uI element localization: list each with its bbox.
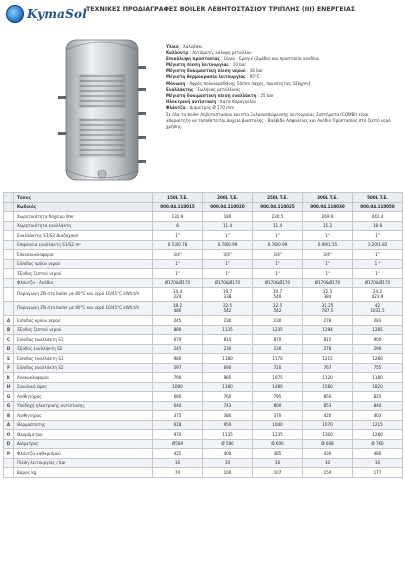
spec-max-temperature: Μέγιστη θερμοκρασία λειτουργίας : 95°C [166, 74, 260, 80]
row-letter [4, 468, 14, 478]
table-row [4, 420, 403, 430]
boiler-tank-illustration [58, 36, 152, 184]
row-letter [4, 259, 14, 269]
row-value: 290 [353, 344, 403, 354]
row-value: 1" [153, 259, 203, 269]
row-letter: G [4, 401, 14, 411]
row-value: 810 [203, 335, 253, 345]
row-value: 18.2 480 [153, 302, 203, 316]
table-row [4, 278, 403, 288]
row-value: 680 [153, 392, 203, 402]
row-value: 1135 [203, 430, 253, 440]
row-value: 0.78/0.99 [203, 240, 253, 250]
row-value: 3/4" [153, 250, 203, 260]
row-value: 14.4 224 [153, 288, 203, 302]
code-label: Κωδικός [14, 202, 153, 212]
row-value: 1285 [353, 325, 403, 335]
row-description: Είσοδος κρύου νερού [14, 316, 153, 326]
row-value: Ø 580 [203, 439, 253, 449]
table-row [4, 250, 403, 260]
row-value: 70 [153, 468, 203, 478]
row-value: 269.6 [303, 212, 353, 222]
row-description: Θερμόμετρο [14, 430, 153, 440]
row-value: 1" [253, 269, 303, 279]
row-value: Ø 600 [253, 439, 303, 449]
table-row [4, 302, 403, 316]
row-value: 3/4" [203, 250, 253, 260]
model-name: 300L T.E. [303, 193, 353, 203]
row-description: Χωρητικότητα δοχείου liter [14, 212, 153, 222]
row-value: 0.99/1.55 [303, 240, 353, 250]
row-value: 0.78/0.99 [253, 240, 303, 250]
row-value: 853 [303, 401, 353, 411]
spec-max-pressure: Μέγιστη πίεση λειτουργίας : 10 bar [166, 62, 247, 68]
row-description: Βάρος kg [14, 468, 153, 478]
row-description: Έξοδος εναλλάκτη S2 [14, 344, 153, 354]
row-value: 1180 [203, 354, 253, 364]
row-value: 597 [153, 363, 203, 373]
row-letter [4, 278, 14, 288]
row-value: 10 [153, 458, 203, 468]
table-row [4, 411, 403, 421]
row-value: 1580 [303, 382, 353, 392]
row-letter: B [4, 411, 14, 421]
row-value: 880 [153, 325, 203, 335]
row-value: 15.2 [303, 221, 353, 231]
row-value: 230.5 [253, 212, 303, 222]
model-name: 250L T.E. [253, 193, 303, 203]
kymasol-logo [6, 5, 87, 23]
row-value: 230 [253, 316, 303, 326]
model-code: 000.04.110020 [203, 202, 253, 212]
row-description: Φλάντζα - Ανόδιο [14, 278, 153, 288]
row-value: Ø170&Ø170 [303, 278, 353, 288]
spec-insulation: Μόνωση : Αφρός πολυουρεθάνης 50mm πάχος, πυκνότητας 32kg/m3 [166, 80, 311, 86]
row-description: Υποδοχή ηλεκτρικής αντίστασης [14, 401, 153, 411]
row-description: Διάμετρος [14, 439, 153, 449]
row-value: 1180 [353, 373, 403, 383]
row-value: 22.5 542 [253, 302, 303, 316]
row-value: 1080 [153, 382, 203, 392]
row-value: 3/4" [253, 250, 303, 260]
row-value: 10.7 540 [253, 288, 303, 302]
row-description: Παραγωγή ΖΝ στο boiler με 80°C και νερό 10/45°C kW/Lt/h [14, 288, 153, 302]
page-header [0, 0, 405, 30]
row-value: Ø170&Ø170 [253, 278, 303, 288]
row-value: 1" [303, 259, 353, 269]
row-value: 1" [203, 259, 253, 269]
row-letter: F [4, 363, 14, 373]
row-value: 31.25 787.5 [303, 302, 353, 316]
row-value: 400 [203, 449, 253, 459]
row-value: 1.20/1.82 [353, 240, 403, 250]
row-description: Φλάντζα καθαρισμού [14, 449, 153, 459]
row-value: 1284 [303, 325, 353, 335]
type-label: Τύπος [14, 193, 153, 203]
row-value: 980 [153, 354, 203, 364]
row-value: 375 [153, 411, 203, 421]
row-value: 800 [253, 401, 303, 411]
logo-text: KymaSol [27, 7, 87, 21]
row-value: 0.53/0.78 [153, 240, 203, 250]
table-header-row [4, 193, 403, 203]
row-value: 442.4 [353, 212, 403, 222]
row-value: 10 [203, 458, 253, 468]
row-description: Είσοδος εναλλάκτη S1 [14, 335, 153, 345]
table-row [4, 231, 403, 241]
technical-data-table [3, 192, 403, 478]
table-row [4, 401, 403, 411]
row-value: 1" [253, 259, 303, 269]
spec-test-pressure: Μέγιστη δοκιμαστική πίεση νερού : 16 bar [166, 68, 263, 74]
row-value: 1" [203, 231, 253, 241]
spec-exchanger-pressure: Μέγιστη δοκιμαστική πίεση εναλλάκτη : 25 bar [166, 92, 274, 98]
row-value: 1" [353, 250, 403, 260]
row-value: 840 [353, 401, 403, 411]
row-value: 480 [353, 449, 403, 459]
specifications-list [166, 44, 400, 130]
row-value: 1280 [353, 354, 403, 364]
model-code: 000.04.110015 [153, 202, 203, 212]
row-value: 1820 [353, 382, 403, 392]
row-value: 19.7 338 [203, 288, 253, 302]
row-letter: B [4, 325, 14, 335]
document-title: ΤΕΧΝΙΚΕΣ ΠΡΟΔΙΑΓΡΑΦΕΣ BOILER ΛΕΒΗΤΟΣΤΑΣΙΟΥ ΤΡΙΠΛΗΣ (III) ΕΝΕΡΓΕΙΑΣ [86, 6, 356, 13]
table-code-row [4, 202, 403, 212]
table-row [4, 354, 403, 364]
row-letter: P [4, 449, 14, 459]
row-letter: O [4, 430, 14, 440]
row-value: 760 [203, 392, 253, 402]
table-row [4, 269, 403, 279]
row-description: Έξοδος ζεστού νερού [14, 269, 153, 279]
table-row [4, 363, 403, 373]
row-value: 1380 [203, 382, 253, 392]
row-value: 430 [303, 449, 353, 459]
row-description: Χωρητικότητα εναλλάκτη [14, 221, 153, 231]
table-row [4, 392, 403, 402]
row-value: Ø 760 [353, 439, 403, 449]
row-value: 850 [303, 392, 353, 402]
sun-logo-icon [6, 5, 24, 23]
row-value: 10 [303, 458, 353, 468]
row-value: 230 [203, 344, 253, 354]
row-description: Επανακυκλοφορία [14, 250, 153, 260]
row-description: Παραγωγή ΖΝ στο boiler με 90°C και νερό 10/45°C kW/Lt/h [14, 302, 153, 316]
row-description: Είσοδος κρύου νερού [14, 259, 153, 269]
row-value: 11.4 [253, 221, 303, 231]
row-value: 1" [203, 269, 253, 279]
row-letter: G [4, 392, 14, 402]
row-letter [4, 240, 14, 250]
row-value: 900 [353, 335, 403, 345]
row-value: 743 [203, 401, 253, 411]
row-letter [4, 302, 14, 316]
row-value: 150 [303, 468, 353, 478]
spec-flange: Φλάντζα : Διάμετρος Ø 170 mm [166, 104, 235, 110]
row-value: 245 [153, 344, 203, 354]
row-value: 1480 [253, 382, 303, 392]
row-value: 628 [153, 420, 203, 430]
row-letter: A [4, 316, 14, 326]
row-value: 679 [153, 335, 203, 345]
row-value: 640 [153, 401, 203, 411]
row-value: 767 [303, 363, 353, 373]
row-value: 1" [303, 269, 353, 279]
row-value: 1" [303, 231, 353, 241]
row-value: Ø170&Ø170 [153, 278, 203, 288]
row-value: Ø568 [153, 439, 203, 449]
model-name: 200L T.E. [203, 193, 253, 203]
row-value: 180 [203, 212, 253, 222]
installation-note: Σε όλα τα boiler Λεβητοστασίου και στα Ξυλοσυσσώρευσης λειτουργίας Συστήματα (COMBI) είναι απαραίτητο να τοποθετείται Δοχείο Διαστολής - Βαλβίδα Ασφαλείας και Ανόδιο Προστασίας στο ζεστό νερό χρήσης. [166, 112, 391, 130]
row-value: 1215 [303, 354, 353, 364]
row-letter [4, 288, 14, 302]
row-value: 1235 [253, 430, 303, 440]
row-value: 100 [203, 468, 253, 478]
row-value: 230 [253, 344, 303, 354]
row-description: Ανακυκλοφορία [14, 373, 153, 383]
row-value: 720 [253, 363, 303, 373]
row-value: 1120 [303, 373, 353, 383]
row-value: 283 [353, 316, 403, 326]
row-letter [4, 231, 14, 241]
row-letter: D [4, 344, 14, 354]
row-value: 107 [253, 468, 303, 478]
row-value: 1070 [303, 420, 353, 430]
row-value: 425 [153, 449, 203, 459]
row-letter: D [4, 439, 14, 449]
row-letter [4, 221, 14, 231]
row-value: 10 [353, 458, 403, 468]
row-value: 403 [353, 411, 403, 421]
row-value: 22.5 384 [303, 288, 353, 302]
row-description: Θερμοστάτης [14, 420, 153, 430]
row-value: 385 [253, 449, 303, 459]
row-value: 1 " [353, 259, 403, 269]
row-letter [4, 212, 14, 222]
row-value: 245 [153, 316, 203, 326]
row-value: 1300 [303, 430, 353, 440]
row-value: 970 [153, 430, 203, 440]
table-row [4, 288, 403, 302]
table-row [4, 259, 403, 269]
row-value: 815 [303, 335, 353, 345]
row-value: 1135 [203, 325, 253, 335]
row-letter [4, 269, 14, 279]
row-value: 132.9 [153, 212, 203, 222]
table-row [4, 221, 403, 231]
row-value: 1" [253, 231, 303, 241]
row-value: Ø170&Ø170 [203, 278, 253, 288]
row-value: 278 [303, 344, 353, 354]
table-row [4, 439, 403, 449]
spec-coating: Επικάλυψη προστασίας : Glass - Εμαγιέ (2μάδα) και προστασία ανοδίου [166, 56, 320, 62]
row-description: Είσοδος εναλλάκτη S2 [14, 363, 153, 373]
table-row [4, 240, 403, 250]
row-value: 690 [203, 363, 253, 373]
spec-exchanger: Εναλλάκτης : Σωλήνας μεταλλικός [166, 86, 241, 92]
header-letter-cell [4, 193, 14, 203]
row-description: Έξοδος ζεστού νερού [14, 325, 153, 335]
row-letter: E [4, 354, 14, 364]
row-letter: K [4, 373, 14, 383]
table-row [4, 430, 403, 440]
row-letter [4, 250, 14, 260]
row-value: 3/4" [303, 250, 353, 260]
row-value: 24.2 423.9 [353, 288, 403, 302]
table-row [4, 325, 403, 335]
row-value: 825 [353, 392, 403, 402]
row-description: Αισθητήρας [14, 392, 153, 402]
row-value: 420 [303, 411, 353, 421]
model-code: 000.04.110050 [353, 202, 403, 212]
row-value: 22.5 542 [203, 302, 253, 316]
table-row [4, 468, 403, 478]
row-description: Πίεση λειτουργίας / bar [14, 458, 153, 468]
table-row [4, 382, 403, 392]
code-letter-cell [4, 202, 14, 212]
row-value: 370 [253, 411, 303, 421]
row-value: 278 [303, 316, 353, 326]
row-description: Εναλλάκτης S1/S2 Διαδοχικοί [14, 231, 153, 241]
row-value: 1075 [253, 373, 303, 383]
row-value: 1280 [353, 430, 403, 440]
table-row [4, 212, 403, 222]
row-value: 18.8 [353, 221, 403, 231]
row-value: 177 [353, 468, 403, 478]
spec-cover: Καλλύντρ : Αυτόματη, κάλυψη μεταλλου [166, 50, 252, 56]
row-value: 1170 [253, 354, 303, 364]
row-value: 870 [253, 335, 303, 345]
table-row [4, 373, 403, 383]
row-value: 790 [153, 373, 203, 383]
table-row [4, 344, 403, 354]
row-value: 8 [153, 221, 203, 231]
row-value: 795 [253, 392, 303, 402]
row-value: 1" [353, 231, 403, 241]
row-value: 1" [353, 269, 403, 279]
row-value: 1215 [353, 420, 403, 430]
row-value: Ø170&Ø170 [353, 278, 403, 288]
row-description: Συνολικό ύψος [14, 382, 153, 392]
row-value: 950 [203, 420, 253, 430]
row-value: 11.4 [203, 221, 253, 231]
row-value: 985 [203, 373, 253, 383]
row-value: 230 [203, 316, 253, 326]
row-value: 42 1031.5 [353, 302, 403, 316]
row-description: Είσοδος εναλλάκτη S1 [14, 354, 153, 364]
spec-electric-heater: Ηλεκτρική αντίσταση : Κατά παραγγελία [166, 98, 256, 104]
row-value: 1235 [253, 325, 303, 335]
row-value: 380 [203, 411, 253, 421]
row-description: Επιφάνεια εναλλάκτη S1/S2 m² [14, 240, 153, 250]
model-code: 000.04.110025 [253, 202, 303, 212]
row-value: 1040 [253, 420, 303, 430]
spec-material: Υλικό : Χαλυβάκι [166, 44, 203, 49]
model-name: 150L T.E. [153, 193, 203, 203]
model-name: 500L T.E. [353, 193, 403, 203]
row-letter: H [4, 382, 14, 392]
table-row [4, 335, 403, 345]
row-value: 1" [153, 231, 203, 241]
table-row [4, 316, 403, 326]
row-value: 755 [353, 363, 403, 373]
table-row [4, 458, 403, 468]
row-value: 1" [153, 269, 203, 279]
row-letter [4, 458, 14, 468]
row-value: Ø 608 [303, 439, 353, 449]
model-code: 000.04.110030 [303, 202, 353, 212]
table-row [4, 449, 403, 459]
row-letter: C [4, 335, 14, 345]
row-description: Αισθητήρας [14, 411, 153, 421]
row-value: 10 [253, 458, 303, 468]
row-letter: A [4, 420, 14, 430]
